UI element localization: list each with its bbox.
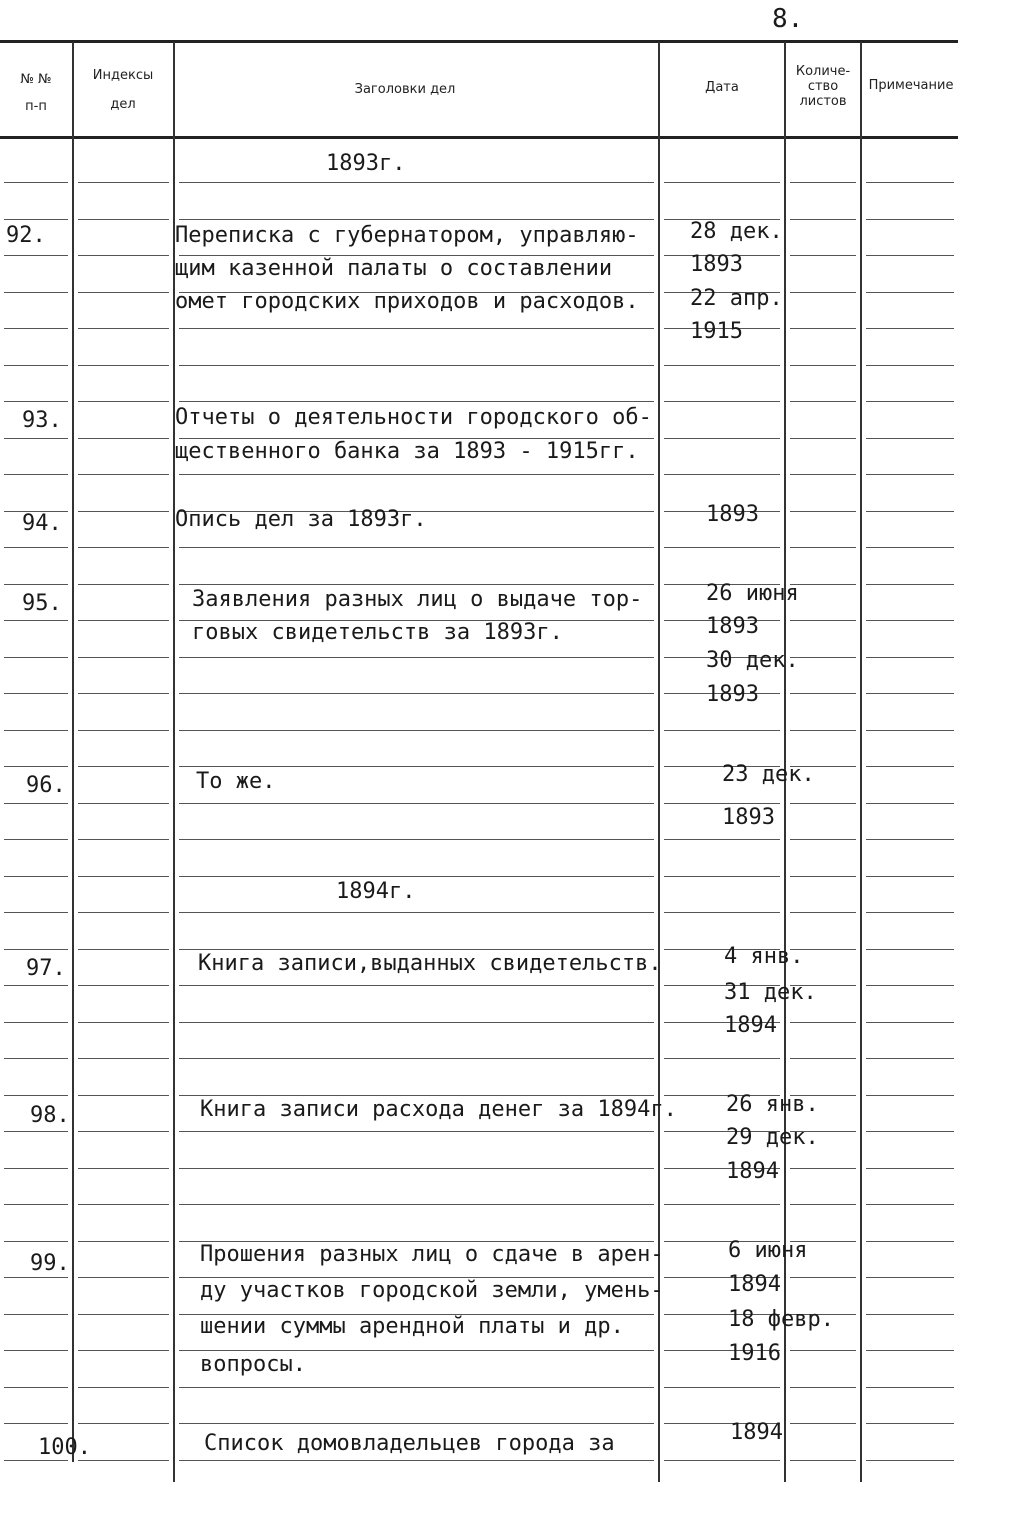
ruled-line bbox=[866, 219, 954, 220]
ruled-line bbox=[866, 255, 954, 256]
ruled-line bbox=[78, 1350, 169, 1351]
ruled-line bbox=[866, 511, 954, 512]
col-divider-1 bbox=[72, 42, 74, 1462]
ruled-line bbox=[4, 839, 68, 840]
ruled-line bbox=[866, 912, 954, 913]
ruled-line bbox=[78, 657, 169, 658]
ruled-line bbox=[4, 1241, 68, 1242]
ruled-line bbox=[866, 1022, 954, 1023]
ruled-line bbox=[4, 730, 68, 731]
entry-title-line: ду участков городской земли, умень- bbox=[200, 1278, 664, 1303]
ruled-line bbox=[866, 766, 954, 767]
ruled-line bbox=[866, 620, 954, 621]
ruled-line bbox=[179, 1460, 654, 1461]
ruled-line bbox=[78, 1168, 169, 1169]
ruled-line bbox=[78, 1423, 169, 1424]
ruled-line bbox=[866, 292, 954, 293]
ruled-line bbox=[664, 803, 780, 804]
ruled-line bbox=[664, 1058, 780, 1059]
ruled-line bbox=[790, 912, 856, 913]
ruled-line bbox=[664, 182, 780, 183]
ruled-line bbox=[78, 620, 169, 621]
entry-date: 22 апр. bbox=[690, 286, 783, 311]
ruled-line bbox=[790, 547, 856, 548]
ruled-line bbox=[78, 255, 169, 256]
entry-number: 95. bbox=[22, 591, 62, 616]
ruled-line bbox=[4, 1387, 68, 1388]
ruled-line bbox=[179, 1204, 654, 1205]
ruled-line bbox=[78, 766, 169, 767]
ruled-line bbox=[4, 693, 68, 694]
entry-title-line: Список домовладельцев города за bbox=[204, 1431, 615, 1456]
ruled-line bbox=[78, 803, 169, 804]
entry-number: 99. bbox=[30, 1251, 70, 1276]
ruled-line bbox=[4, 1131, 68, 1132]
ruled-line bbox=[4, 219, 68, 220]
ruled-line bbox=[78, 1058, 169, 1059]
ruled-line bbox=[78, 1314, 169, 1315]
entry-date: 1893 bbox=[706, 682, 759, 707]
entry-date: 1893 bbox=[706, 614, 759, 639]
ruled-line bbox=[790, 328, 856, 329]
ruled-line bbox=[179, 1022, 654, 1023]
ruled-line bbox=[790, 803, 856, 804]
ruled-line bbox=[790, 693, 856, 694]
ruled-line bbox=[790, 1022, 856, 1023]
ruled-line bbox=[866, 1350, 954, 1351]
entry-number: 98. bbox=[30, 1103, 70, 1128]
entry-date: 4 янв. bbox=[724, 944, 804, 969]
ruled-line bbox=[866, 547, 954, 548]
ruled-line bbox=[866, 1277, 954, 1278]
ruled-line bbox=[866, 1460, 954, 1461]
ruled-line bbox=[4, 1277, 68, 1278]
ruled-line bbox=[866, 693, 954, 694]
entry-date: 23 дек. bbox=[722, 762, 815, 787]
ruled-line bbox=[78, 438, 169, 439]
ruled-line bbox=[664, 1460, 780, 1461]
ruled-line bbox=[866, 474, 954, 475]
ruled-line bbox=[790, 657, 856, 658]
ruled-line bbox=[866, 1204, 954, 1205]
ruled-line bbox=[179, 1387, 654, 1388]
ruled-line bbox=[179, 985, 654, 986]
ruled-line bbox=[179, 949, 654, 950]
ruled-line bbox=[78, 912, 169, 913]
ruled-line bbox=[179, 474, 654, 475]
ruled-line bbox=[790, 438, 856, 439]
ruled-line bbox=[866, 657, 954, 658]
ruled-line bbox=[78, 584, 169, 585]
ruled-line bbox=[866, 1387, 954, 1388]
ruled-line bbox=[78, 511, 169, 512]
entry-title-line: Переписка с губернатором, управляю- bbox=[175, 223, 639, 248]
ruled-line bbox=[179, 693, 654, 694]
ruled-line bbox=[4, 1022, 68, 1023]
ruled-line bbox=[4, 438, 68, 439]
ruled-line bbox=[4, 876, 68, 877]
ruled-line bbox=[866, 182, 954, 183]
ruled-line bbox=[866, 1314, 954, 1315]
entry-date: 30 дек. bbox=[706, 648, 799, 673]
header-col-note: Примечание bbox=[868, 78, 954, 93]
ruled-line bbox=[4, 292, 68, 293]
entry-date: 1894 bbox=[726, 1159, 779, 1184]
entry-title-line: То же. bbox=[196, 769, 276, 794]
ruled-line bbox=[866, 1058, 954, 1059]
ruled-line bbox=[78, 876, 169, 877]
ruled-line bbox=[4, 365, 68, 366]
ruled-line bbox=[78, 474, 169, 475]
entry-title-line: щественного банка за 1893 - 1915гг. bbox=[175, 439, 639, 464]
entry-date: 1915 bbox=[690, 319, 743, 344]
ruled-line bbox=[78, 949, 169, 950]
header-col-sheets: Количе- ство листов bbox=[795, 64, 851, 109]
ruled-line bbox=[664, 1387, 780, 1388]
ruled-line bbox=[179, 584, 654, 585]
ruled-line bbox=[790, 365, 856, 366]
ruled-line bbox=[4, 401, 68, 402]
entry-number: 97. bbox=[26, 956, 66, 981]
ruled-line bbox=[790, 1387, 856, 1388]
header-bottom-rule bbox=[0, 136, 958, 139]
ruled-line bbox=[790, 1277, 856, 1278]
ruled-line bbox=[179, 657, 654, 658]
year-heading-1894: 1894г. bbox=[336, 879, 416, 904]
entry-date: 28 дек. bbox=[690, 219, 783, 244]
ruled-line bbox=[4, 1168, 68, 1169]
ruled-line bbox=[790, 1058, 856, 1059]
entry-number: 94. bbox=[22, 511, 62, 536]
ruled-line bbox=[4, 474, 68, 475]
ruled-line bbox=[4, 1460, 68, 1461]
ruled-line bbox=[179, 1095, 654, 1096]
entry-title-line: омет городских приходов и расходов. bbox=[175, 289, 639, 314]
ruled-line bbox=[78, 1241, 169, 1242]
ruled-line bbox=[866, 1241, 954, 1242]
ruled-line bbox=[78, 1131, 169, 1132]
entry-date: 1893 bbox=[706, 502, 759, 527]
entry-title-line: Книга записи,выданных свидетельств. bbox=[198, 951, 662, 976]
ruled-line bbox=[866, 1168, 954, 1169]
ruled-line bbox=[4, 255, 68, 256]
entry-date: 26 янв. bbox=[726, 1092, 819, 1117]
ruled-line bbox=[78, 1277, 169, 1278]
entry-date: 1893 bbox=[722, 805, 775, 830]
entry-date: 1894 bbox=[730, 1420, 783, 1445]
entry-title-line: шении суммы арендной платы и др. bbox=[200, 1314, 624, 1339]
ruled-line bbox=[78, 985, 169, 986]
ruled-line bbox=[4, 328, 68, 329]
header-col-title: Заголовки дел bbox=[354, 82, 456, 97]
header-col-index: Индексы дел bbox=[92, 68, 154, 112]
ruled-line bbox=[866, 328, 954, 329]
ruled-line bbox=[179, 547, 654, 548]
ruled-line bbox=[4, 1204, 68, 1205]
ruled-line bbox=[866, 1423, 954, 1424]
ruled-line bbox=[4, 657, 68, 658]
ruled-line bbox=[179, 1058, 654, 1059]
ruled-line bbox=[4, 1350, 68, 1351]
ruled-line bbox=[866, 839, 954, 840]
ruled-line bbox=[4, 1095, 68, 1096]
ruled-line bbox=[179, 1423, 654, 1424]
ruled-line bbox=[179, 1350, 654, 1351]
ruled-line bbox=[866, 438, 954, 439]
ruled-line bbox=[790, 620, 856, 621]
ruled-line bbox=[790, 182, 856, 183]
entry-number: 96. bbox=[26, 773, 66, 798]
ruled-line bbox=[866, 949, 954, 950]
ruled-line bbox=[179, 1168, 654, 1169]
ruled-line bbox=[179, 912, 654, 913]
ruled-line bbox=[866, 876, 954, 877]
ruled-line bbox=[78, 1460, 169, 1461]
ruled-line bbox=[790, 1168, 856, 1169]
ruled-line bbox=[664, 547, 780, 548]
ruled-line bbox=[664, 912, 780, 913]
ruled-line bbox=[78, 365, 169, 366]
ruled-line bbox=[866, 1095, 954, 1096]
ruled-line bbox=[179, 182, 654, 183]
col-divider-5 bbox=[860, 42, 862, 1482]
entry-title-line: Отчеты о деятельности городского об- bbox=[175, 405, 652, 430]
entry-title-line: Опись дел за 1893г. bbox=[175, 507, 427, 532]
ruled-line bbox=[179, 839, 654, 840]
ruled-line bbox=[790, 1204, 856, 1205]
ruled-line bbox=[78, 1095, 169, 1096]
ruled-line bbox=[790, 1350, 856, 1351]
entry-number: 92. bbox=[6, 223, 46, 248]
ruled-line bbox=[78, 328, 169, 329]
ruled-line bbox=[790, 1460, 856, 1461]
ruled-line bbox=[4, 1058, 68, 1059]
entry-title-line: щим казенной палаты о составлении bbox=[175, 256, 613, 281]
ruled-line bbox=[78, 547, 169, 548]
ruled-line bbox=[78, 401, 169, 402]
ruled-line bbox=[790, 474, 856, 475]
entry-date: 1894 bbox=[728, 1272, 781, 1297]
ruled-line bbox=[179, 365, 654, 366]
ruled-line bbox=[78, 182, 169, 183]
ruled-line bbox=[790, 219, 856, 220]
ruled-line bbox=[664, 474, 780, 475]
ruled-line bbox=[866, 401, 954, 402]
ruled-line bbox=[179, 1131, 654, 1132]
entry-date: 26 июня bbox=[706, 581, 799, 606]
ruled-line bbox=[664, 438, 780, 439]
ruled-line bbox=[866, 730, 954, 731]
ruled-line bbox=[4, 584, 68, 585]
ruled-line bbox=[790, 255, 856, 256]
ruled-line bbox=[179, 219, 654, 220]
header-col-date: Дата bbox=[705, 80, 739, 95]
ruled-line bbox=[179, 876, 654, 877]
ruled-line bbox=[4, 547, 68, 548]
ruled-line bbox=[664, 839, 780, 840]
entry-title-line: Книга записи расхода денег за 1894г. bbox=[200, 1097, 677, 1122]
ruled-line bbox=[4, 912, 68, 913]
ruled-line bbox=[78, 1204, 169, 1205]
ruled-line bbox=[866, 365, 954, 366]
ruled-line bbox=[179, 328, 654, 329]
ruled-line bbox=[4, 1314, 68, 1315]
ruled-line bbox=[790, 511, 856, 512]
entry-date: 18 февр. bbox=[728, 1307, 834, 1332]
ruled-line bbox=[179, 766, 654, 767]
entry-date: 1916 bbox=[728, 1341, 781, 1366]
ruled-line bbox=[78, 1022, 169, 1023]
entry-title-line: Заявления разных лиц о выдаче тор- bbox=[192, 587, 643, 612]
ruled-line bbox=[78, 730, 169, 731]
ruled-line bbox=[4, 803, 68, 804]
entry-title-line: вопросы. bbox=[200, 1352, 306, 1377]
ruled-line bbox=[78, 839, 169, 840]
ruled-line bbox=[78, 693, 169, 694]
ruled-line bbox=[78, 292, 169, 293]
ruled-line bbox=[866, 985, 954, 986]
entry-date: 29 дек. bbox=[726, 1125, 819, 1150]
header-top-rule bbox=[0, 40, 958, 43]
entry-date: 6 июня bbox=[728, 1238, 808, 1263]
ruled-line bbox=[4, 182, 68, 183]
ruled-line bbox=[790, 401, 856, 402]
entry-date: 1894 bbox=[724, 1013, 777, 1038]
header-col-number: № № п-п bbox=[20, 72, 52, 114]
entry-date: 1893 bbox=[690, 252, 743, 277]
ruled-line bbox=[179, 401, 654, 402]
year-heading-1893: 1893г. bbox=[326, 151, 406, 176]
ruled-line bbox=[664, 365, 780, 366]
ruled-line bbox=[664, 401, 780, 402]
ruled-line bbox=[790, 876, 856, 877]
ruled-line bbox=[4, 1423, 68, 1424]
ruled-line bbox=[664, 876, 780, 877]
ruled-line bbox=[790, 839, 856, 840]
ruled-line bbox=[78, 219, 169, 220]
ruled-line bbox=[790, 292, 856, 293]
entry-title-line: Прошения разных лиц о сдаче в арен- bbox=[200, 1242, 664, 1267]
entry-title-line: говых свидетельств за 1893г. bbox=[192, 620, 563, 645]
ruled-line bbox=[866, 803, 954, 804]
ruled-line bbox=[664, 730, 780, 731]
ruled-line bbox=[78, 1387, 169, 1388]
entry-number: 93. bbox=[22, 408, 62, 433]
ruled-line bbox=[4, 766, 68, 767]
ruled-line bbox=[179, 803, 654, 804]
ruled-line bbox=[179, 730, 654, 731]
ruled-line bbox=[866, 1131, 954, 1132]
ruled-line bbox=[790, 1423, 856, 1424]
ruled-line bbox=[4, 620, 68, 621]
entry-date: 31 дек. bbox=[724, 980, 817, 1005]
entry-number: 100. bbox=[38, 1435, 91, 1460]
page-number: 8. bbox=[772, 4, 804, 34]
ruled-line bbox=[790, 730, 856, 731]
ruled-line bbox=[790, 584, 856, 585]
ruled-line bbox=[4, 949, 68, 950]
ruled-line bbox=[664, 1204, 780, 1205]
ruled-line bbox=[4, 985, 68, 986]
ruled-line bbox=[866, 584, 954, 585]
